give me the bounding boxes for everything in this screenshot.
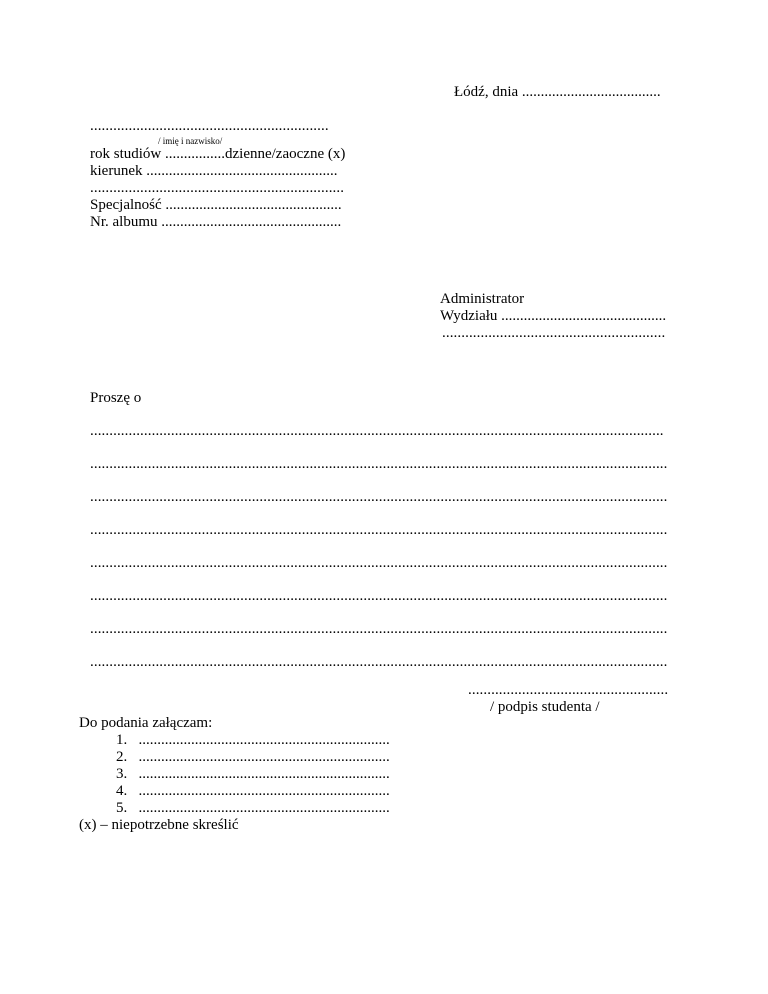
recipient-faculty-line: Wydziału ............................................ — [440, 308, 667, 324]
specialty-line: Specjalność ............................................... — [90, 197, 342, 213]
attachment-item: 4. ................................................................... — [116, 783, 390, 799]
signature-line: .................................................... — [468, 682, 669, 698]
place-date: Łódź, dnia ..................................... — [454, 84, 661, 100]
study-year-line: rok studiów ................dzienne/zaoczne (x) — [90, 146, 346, 162]
attachment-item: 2. ................................................................... — [116, 749, 390, 765]
request-line: ...................................................................................................................................................... — [90, 588, 668, 604]
request-line: ..................................................................................................................................................... — [90, 423, 664, 439]
request-intro: Proszę o — [90, 390, 142, 406]
request-line: ...................................................................................................................................................... — [90, 621, 668, 637]
attachment-item: 5. ................................................................... — [116, 800, 390, 816]
attachment-item: 3. ................................................................... — [116, 766, 390, 782]
request-line: ...................................................................................................................................................... — [90, 522, 668, 538]
student-name-line: .............................................................. — [90, 118, 329, 134]
recipient-extra-line: .......................................................... — [442, 325, 666, 341]
student-name-caption: / imię i nazwisko/ — [158, 136, 223, 146]
field-of-study-line: kierunek ................................................... — [90, 163, 338, 179]
request-line: ...................................................................................................................................................... — [90, 456, 668, 472]
request-line: ...................................................................................................................................................... — [90, 555, 668, 571]
field-extra-line: .................................................................. — [90, 180, 345, 196]
recipient-title: Administrator — [440, 291, 525, 307]
footnote: (x) – niepotrzebne skreślić — [79, 817, 239, 833]
request-line: ...................................................................................................................................................... — [90, 489, 668, 505]
attachment-item: 1. ................................................................... — [116, 732, 390, 748]
album-number-line: Nr. albumu ................................................ — [90, 214, 342, 230]
signature-caption: / podpis studenta / — [490, 699, 600, 715]
attachments-heading: Do podania załączam: — [79, 715, 213, 731]
request-line: ...................................................................................................................................................... — [90, 654, 668, 670]
